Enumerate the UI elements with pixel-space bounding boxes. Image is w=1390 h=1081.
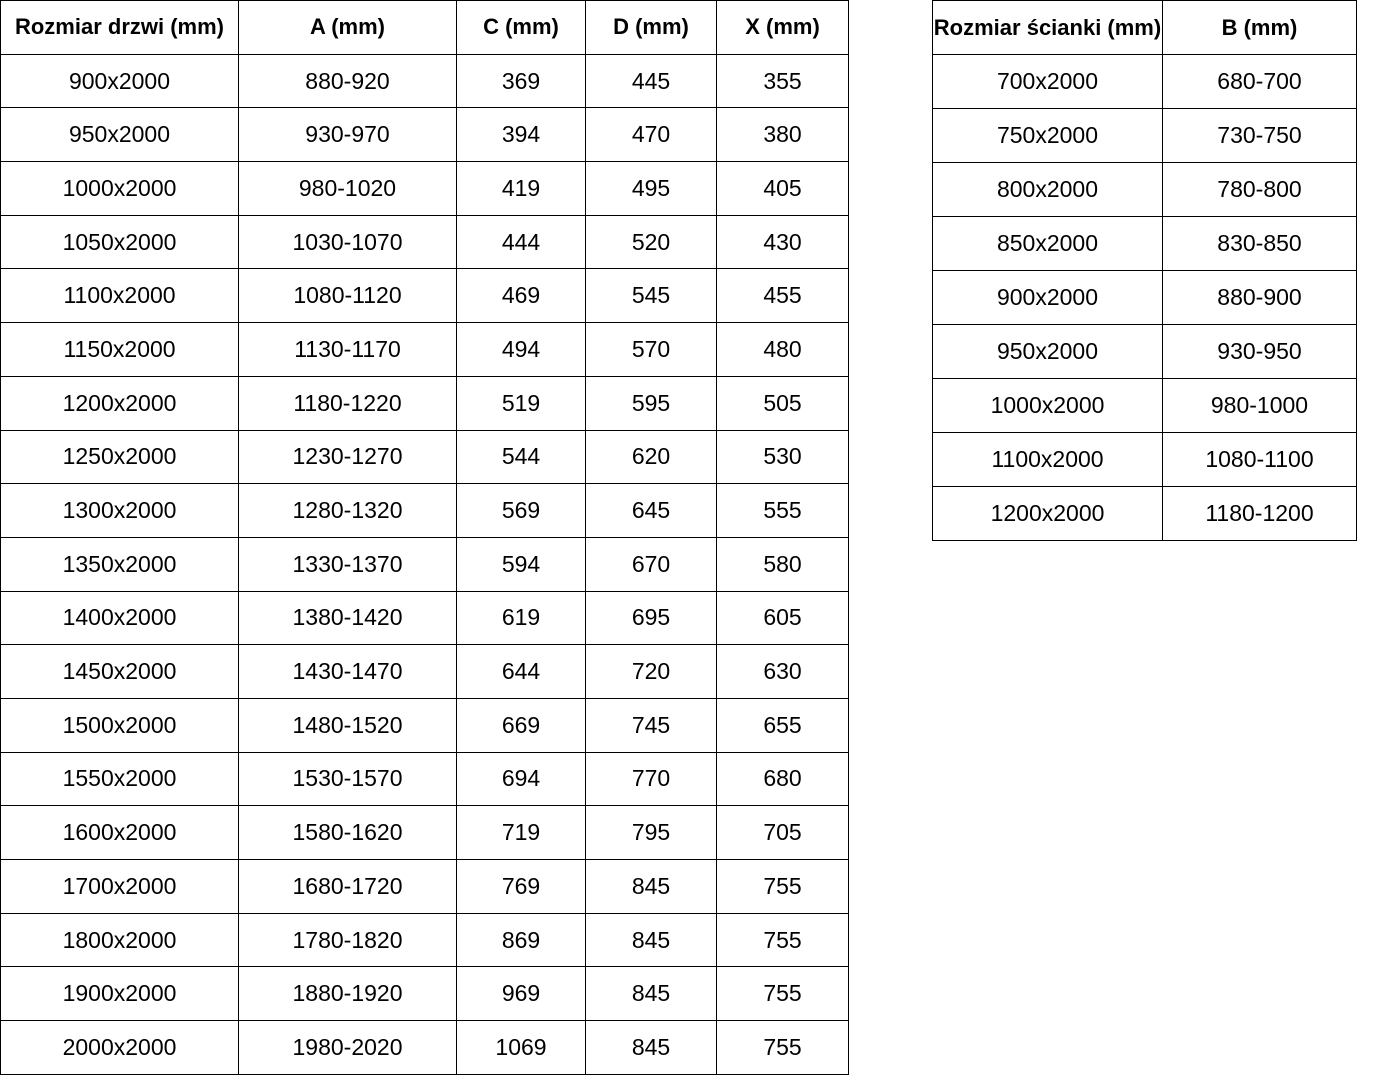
table-cell: 880-900 bbox=[1163, 271, 1357, 325]
table-cell: 1780-1820 bbox=[239, 913, 457, 967]
table-cell: 1480-1520 bbox=[239, 698, 457, 752]
table-cell: 795 bbox=[586, 806, 717, 860]
table-cell: 545 bbox=[586, 269, 717, 323]
table-cell: 2000x2000 bbox=[1, 1021, 239, 1075]
table-row bbox=[1, 484, 849, 538]
table-cell: 1180-1200 bbox=[1163, 487, 1357, 541]
table-cell: 845 bbox=[586, 860, 717, 914]
table-cell: 900x2000 bbox=[933, 271, 1163, 325]
door-table-body bbox=[1, 54, 849, 1074]
table-cell: 1080-1120 bbox=[239, 269, 457, 323]
table-cell: 1000x2000 bbox=[1, 162, 239, 216]
table-row bbox=[933, 109, 1357, 163]
table-cell: 1280-1320 bbox=[239, 484, 457, 538]
table-cell: 680-700 bbox=[1163, 55, 1357, 109]
table-cell: 1000x2000 bbox=[933, 379, 1163, 433]
door-table-header-row bbox=[1, 1, 849, 55]
table-cell: 869 bbox=[457, 913, 586, 967]
table-cell: 755 bbox=[717, 860, 849, 914]
column-header-c: C (mm) bbox=[457, 1, 586, 55]
table-cell: 394 bbox=[457, 108, 586, 162]
table-cell: 1069 bbox=[457, 1021, 586, 1075]
table-cell: 520 bbox=[586, 215, 717, 269]
table-cell: 544 bbox=[457, 430, 586, 484]
table-cell: 845 bbox=[586, 1021, 717, 1075]
table-row bbox=[1, 645, 849, 699]
table-cell: 555 bbox=[717, 484, 849, 538]
table-cell: 455 bbox=[717, 269, 849, 323]
table-cell: 680 bbox=[717, 752, 849, 806]
table-cell: 1800x2000 bbox=[1, 913, 239, 967]
table-cell: 1130-1170 bbox=[239, 323, 457, 377]
column-header-d: D (mm) bbox=[586, 1, 717, 55]
table-row bbox=[1, 108, 849, 162]
table-cell: 780-800 bbox=[1163, 163, 1357, 217]
table-cell: 1880-1920 bbox=[239, 967, 457, 1021]
table-cell: 845 bbox=[586, 967, 717, 1021]
table-row bbox=[933, 433, 1357, 487]
table-cell: 495 bbox=[586, 162, 717, 216]
table-cell: 1530-1570 bbox=[239, 752, 457, 806]
table-cell: 444 bbox=[457, 215, 586, 269]
table-row bbox=[1, 430, 849, 484]
table-cell: 1300x2000 bbox=[1, 484, 239, 538]
table-cell: 405 bbox=[717, 162, 849, 216]
table-cell: 980-1020 bbox=[239, 162, 457, 216]
wall-table-body bbox=[933, 55, 1357, 541]
table-row bbox=[933, 487, 1357, 541]
table-cell: 605 bbox=[717, 591, 849, 645]
table-cell: 694 bbox=[457, 752, 586, 806]
table-row bbox=[933, 55, 1357, 109]
table-cell: 880-920 bbox=[239, 54, 457, 108]
table-cell: 480 bbox=[717, 323, 849, 377]
table-cell: 620 bbox=[586, 430, 717, 484]
table-cell: 1230-1270 bbox=[239, 430, 457, 484]
table-cell: 800x2000 bbox=[933, 163, 1163, 217]
table-cell: 695 bbox=[586, 591, 717, 645]
table-row bbox=[1, 913, 849, 967]
table-cell: 494 bbox=[457, 323, 586, 377]
table-cell: 380 bbox=[717, 108, 849, 162]
table-cell: 419 bbox=[457, 162, 586, 216]
table-row bbox=[1, 215, 849, 269]
table-cell: 470 bbox=[586, 108, 717, 162]
table-cell: 430 bbox=[717, 215, 849, 269]
table-cell: 770 bbox=[586, 752, 717, 806]
table-cell: 355 bbox=[717, 54, 849, 108]
table-cell: 930-950 bbox=[1163, 325, 1357, 379]
table-cell: 969 bbox=[457, 967, 586, 1021]
table-cell: 1200x2000 bbox=[933, 487, 1163, 541]
column-header-b: B (mm) bbox=[1163, 1, 1357, 55]
table-cell: 1080-1100 bbox=[1163, 433, 1357, 487]
table-cell: 1400x2000 bbox=[1, 591, 239, 645]
table-row bbox=[1, 860, 849, 914]
table-cell: 530 bbox=[717, 430, 849, 484]
table-cell: 645 bbox=[586, 484, 717, 538]
table-cell: 755 bbox=[717, 967, 849, 1021]
table-row bbox=[1, 967, 849, 1021]
table-cell: 1100x2000 bbox=[1, 269, 239, 323]
table-cell: 1500x2000 bbox=[1, 698, 239, 752]
table-cell: 670 bbox=[586, 537, 717, 591]
table-cell: 1680-1720 bbox=[239, 860, 457, 914]
table-cell: 930-970 bbox=[239, 108, 457, 162]
table-cell: 755 bbox=[717, 913, 849, 967]
column-header-door-size: Rozmiar drzwi (mm) bbox=[1, 1, 239, 55]
table-cell: 570 bbox=[586, 323, 717, 377]
table-cell: 644 bbox=[457, 645, 586, 699]
table-cell: 655 bbox=[717, 698, 849, 752]
table-cell: 950x2000 bbox=[933, 325, 1163, 379]
wall-size-table bbox=[932, 0, 1357, 541]
table-cell: 1580-1620 bbox=[239, 806, 457, 860]
table-cell: 1100x2000 bbox=[933, 433, 1163, 487]
table-cell: 1430-1470 bbox=[239, 645, 457, 699]
table-row bbox=[1, 591, 849, 645]
table-row bbox=[1, 376, 849, 430]
table-cell: 1180-1220 bbox=[239, 376, 457, 430]
table-cell: 505 bbox=[717, 376, 849, 430]
table-cell: 1980-2020 bbox=[239, 1021, 457, 1075]
table-cell: 594 bbox=[457, 537, 586, 591]
table-cell: 1150x2000 bbox=[1, 323, 239, 377]
column-header-wall-size: Rozmiar ścianki (mm) bbox=[933, 1, 1163, 55]
table-cell: 469 bbox=[457, 269, 586, 323]
table-cell: 369 bbox=[457, 54, 586, 108]
table-row bbox=[933, 379, 1357, 433]
table-cell: 569 bbox=[457, 484, 586, 538]
table-cell: 1700x2000 bbox=[1, 860, 239, 914]
table-cell: 745 bbox=[586, 698, 717, 752]
table-cell: 619 bbox=[457, 591, 586, 645]
table-cell: 900x2000 bbox=[1, 54, 239, 108]
table-cell: 1250x2000 bbox=[1, 430, 239, 484]
table-cell: 1600x2000 bbox=[1, 806, 239, 860]
table-cell: 769 bbox=[457, 860, 586, 914]
table-cell: 845 bbox=[586, 913, 717, 967]
table-cell: 630 bbox=[717, 645, 849, 699]
table-cell: 519 bbox=[457, 376, 586, 430]
table-row bbox=[1, 1021, 849, 1075]
wall-table-header-row bbox=[933, 1, 1357, 55]
table-cell: 445 bbox=[586, 54, 717, 108]
table-row bbox=[1, 162, 849, 216]
table-cell: 950x2000 bbox=[1, 108, 239, 162]
table-row bbox=[933, 325, 1357, 379]
table-cell: 580 bbox=[717, 537, 849, 591]
table-cell: 719 bbox=[457, 806, 586, 860]
table-cell: 1030-1070 bbox=[239, 215, 457, 269]
table-cell: 1450x2000 bbox=[1, 645, 239, 699]
table-cell: 1550x2000 bbox=[1, 752, 239, 806]
table-row bbox=[933, 163, 1357, 217]
table-cell: 830-850 bbox=[1163, 217, 1357, 271]
table-cell: 595 bbox=[586, 376, 717, 430]
table-cell: 720 bbox=[586, 645, 717, 699]
table-row bbox=[933, 271, 1357, 325]
table-cell: 850x2000 bbox=[933, 217, 1163, 271]
column-header-x: X (mm) bbox=[717, 1, 849, 55]
table-cell: 750x2000 bbox=[933, 109, 1163, 163]
table-row bbox=[1, 537, 849, 591]
column-header-a: A (mm) bbox=[239, 1, 457, 55]
table-row bbox=[1, 698, 849, 752]
table-cell: 755 bbox=[717, 1021, 849, 1075]
table-row bbox=[1, 752, 849, 806]
table-cell: 669 bbox=[457, 698, 586, 752]
table-cell: 1200x2000 bbox=[1, 376, 239, 430]
table-row bbox=[933, 217, 1357, 271]
table-cell: 1330-1370 bbox=[239, 537, 457, 591]
table-row bbox=[1, 806, 849, 860]
table-cell: 1050x2000 bbox=[1, 215, 239, 269]
table-cell: 1350x2000 bbox=[1, 537, 239, 591]
table-cell: 1380-1420 bbox=[239, 591, 457, 645]
table-cell: 730-750 bbox=[1163, 109, 1357, 163]
table-cell: 980-1000 bbox=[1163, 379, 1357, 433]
table-cell: 700x2000 bbox=[933, 55, 1163, 109]
table-cell: 705 bbox=[717, 806, 849, 860]
table-row bbox=[1, 323, 849, 377]
table-cell: 1900x2000 bbox=[1, 967, 239, 1021]
table-row bbox=[1, 54, 849, 108]
table-row bbox=[1, 269, 849, 323]
